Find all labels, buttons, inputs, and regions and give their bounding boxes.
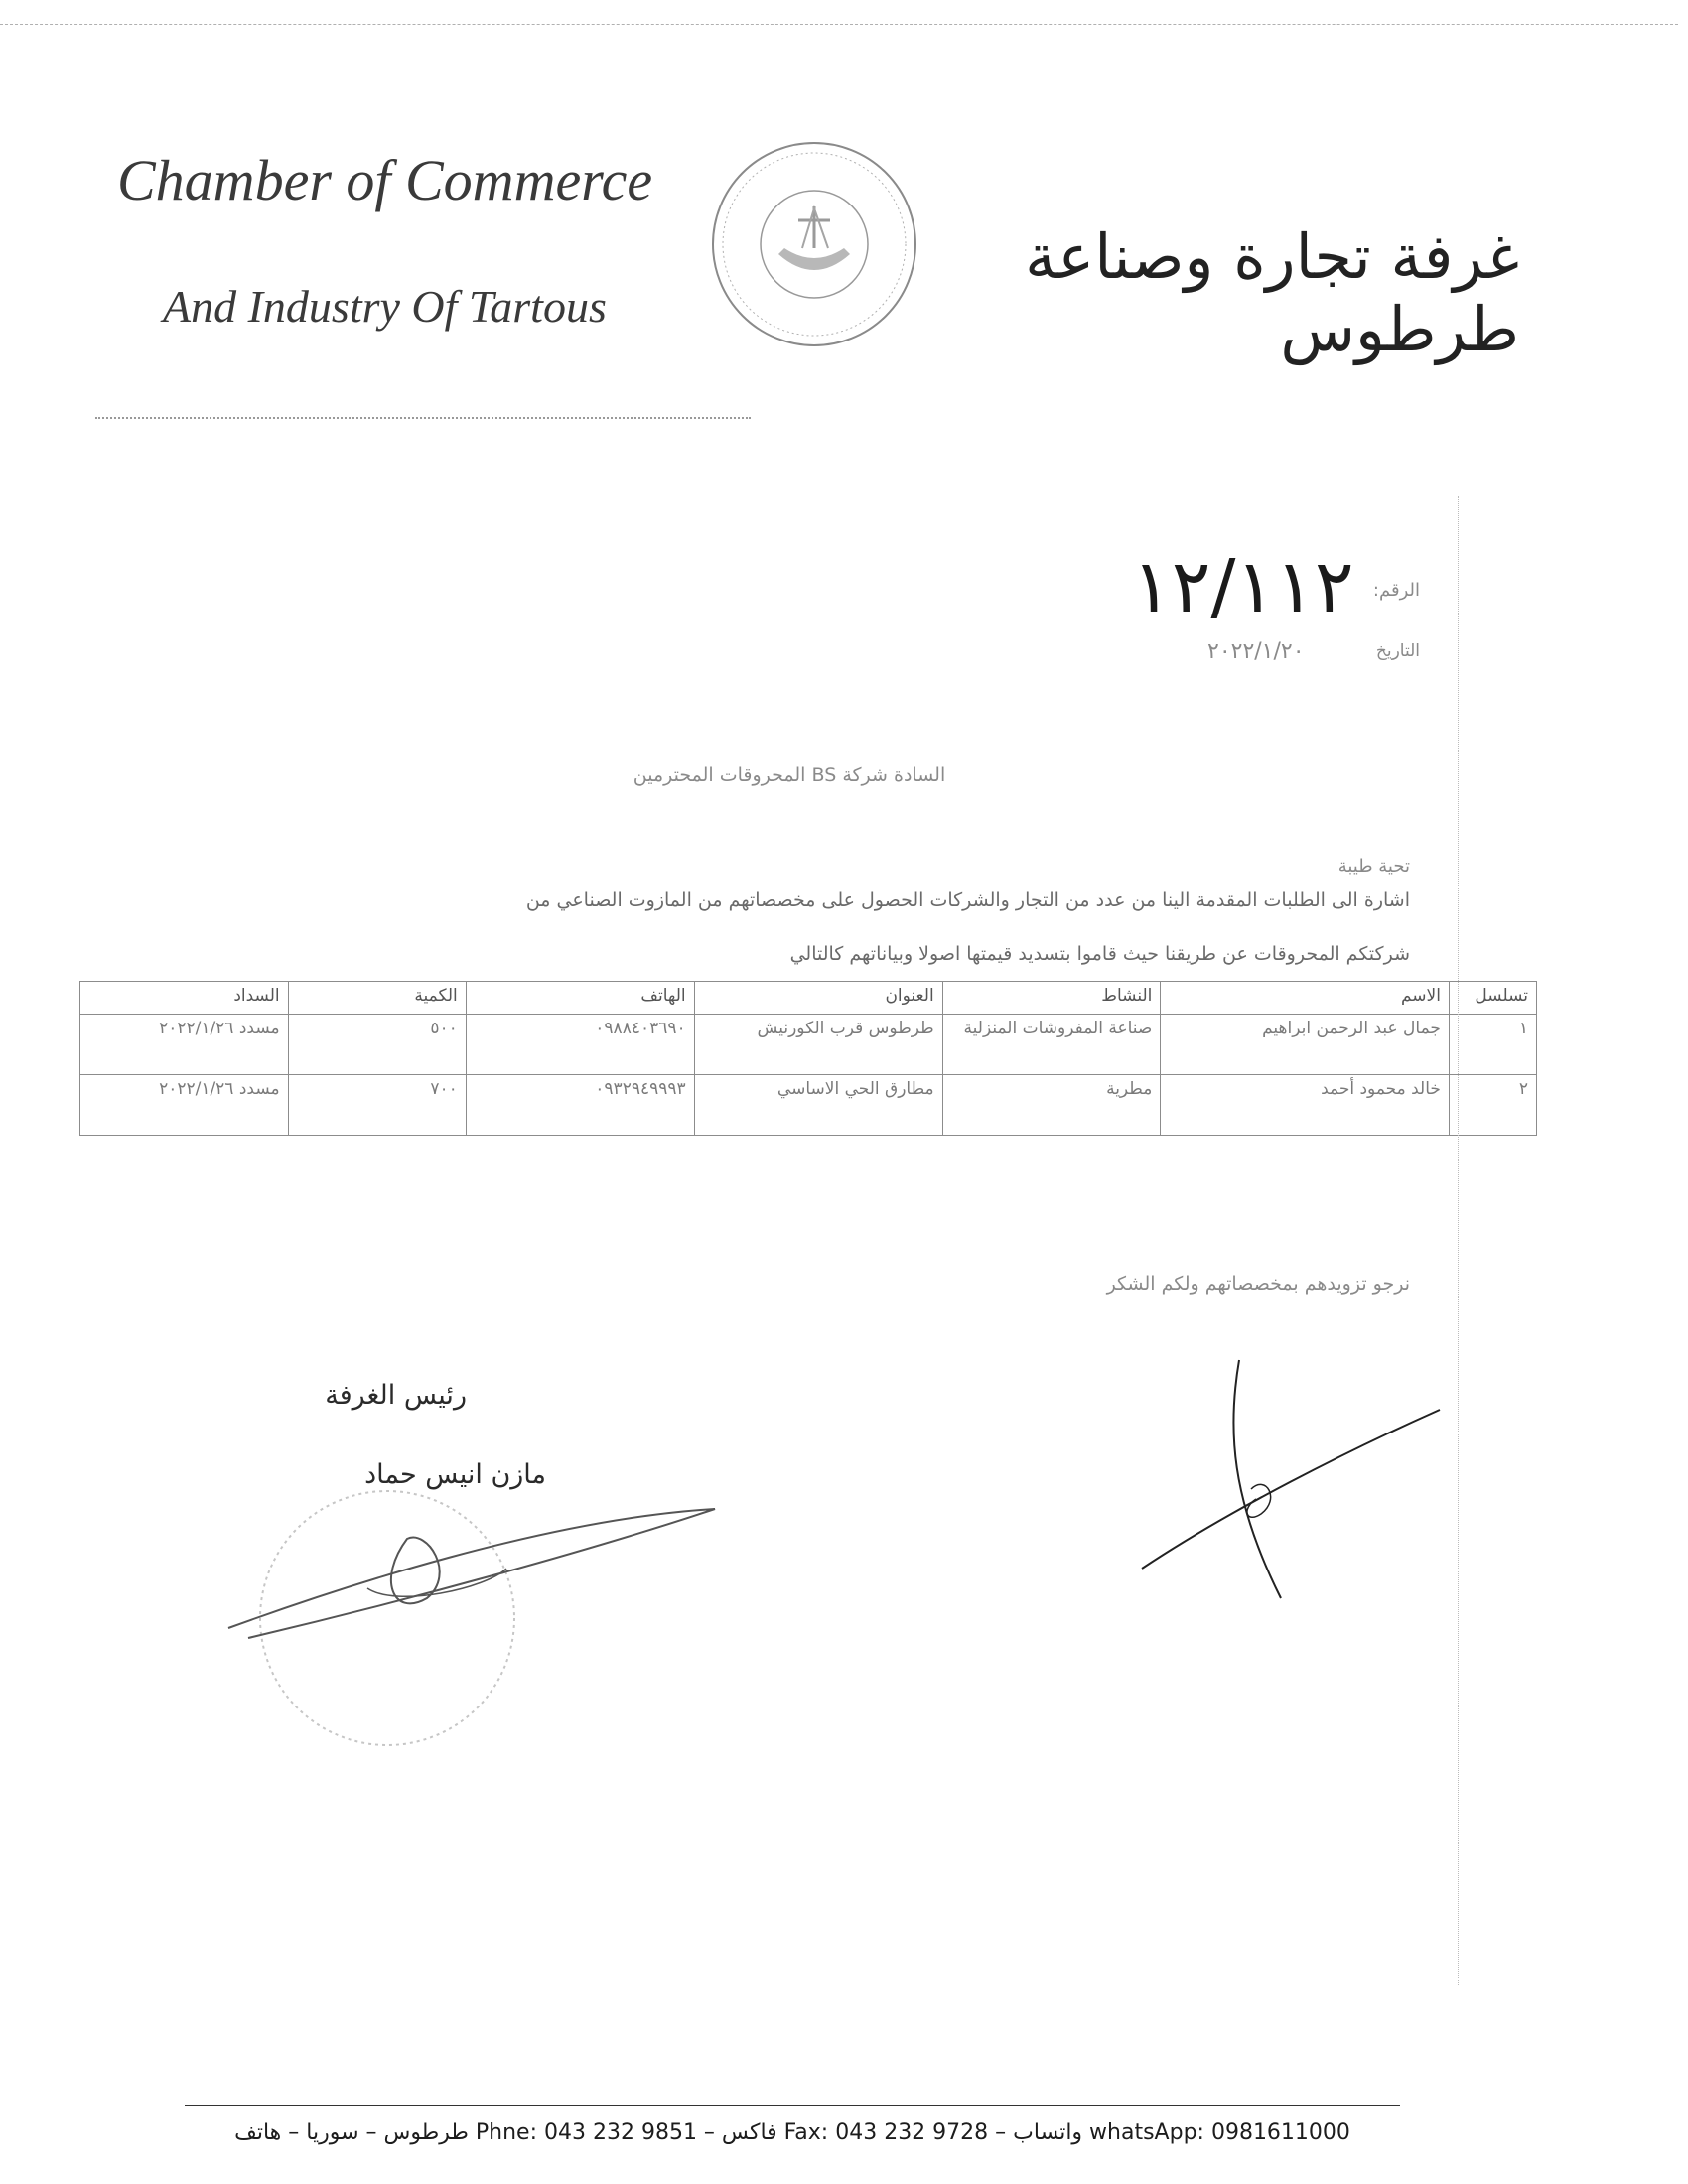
footer-contact: طرطوس – سوريا – هاتف Phne: 043 232 9851 – فاكس Fax: 043 232 9728 – واتساب whatsApp: 0981611000	[234, 2120, 1350, 2145]
footer-divider	[185, 2105, 1400, 2106]
cell-phone: ٠٩٨٨٤٠٣٦٩٠	[466, 1015, 694, 1075]
col-header-name: الاسم	[1161, 982, 1450, 1015]
cell-name: خالد محمود أحمد	[1161, 1075, 1450, 1136]
cell-activity: مطرية	[942, 1075, 1161, 1136]
col-header-quantity: الكمية	[288, 982, 466, 1015]
table-row	[80, 1075, 1537, 1136]
signatory-name: مازن انيس حماد	[364, 1459, 546, 1490]
col-header-address: العنوان	[694, 982, 942, 1015]
date-value: ٢٠٢٢/١/٢٠	[1207, 639, 1305, 664]
letterhead-english-line1: Chamber of Commerce	[117, 148, 653, 212]
scan-top-edge	[0, 24, 1678, 25]
scan-margin-artifact	[1458, 496, 1459, 1985]
table-header-row	[80, 982, 1537, 1015]
cell-phone: ٠٩٣٢٩٤٩٩٩٣	[466, 1075, 694, 1136]
col-header-activity: النشاط	[942, 982, 1161, 1015]
table-row	[80, 1015, 1537, 1075]
cell-activity: صناعة المفروشات المنزلية	[942, 1015, 1161, 1075]
letterhead-divider	[95, 417, 751, 419]
cell-address: مطارق الحي الاساسي	[694, 1075, 942, 1136]
cell-quantity: ٧٠٠	[288, 1075, 466, 1136]
ref-number: ١٢/١١٢	[1132, 544, 1354, 629]
cell-serial: ١	[1449, 1015, 1536, 1075]
body-line-1: اشارة الى الطلبات المقدمة الينا من عدد من التجار والشركات الحصول على مخصصاتهم من المازوت الصناعي من	[525, 889, 1410, 911]
president-signature-stamp	[218, 1479, 735, 1777]
col-header-phone: الهاتف	[466, 982, 694, 1015]
closing-line: نرجو تزويدهم بمخصصاتهم ولكم الشكر	[1106, 1273, 1410, 1295]
cell-name: جمال عبد الرحمن ابراهيم	[1161, 1015, 1450, 1075]
addressee: السادة شركة BS المحروقات المحترمين	[633, 764, 946, 786]
signatory-title: رئيس الغرفة	[325, 1380, 467, 1411]
greeting: تحية طيبة	[1337, 856, 1410, 877]
col-header-payment: السداد	[80, 982, 289, 1015]
date-label: التاريخ	[1375, 641, 1420, 661]
handwritten-signature	[1132, 1350, 1450, 1608]
cell-payment: مسدد ٢٠٢٢/١/٢٦	[80, 1015, 289, 1075]
ref-label: الرقم:	[1372, 580, 1420, 601]
cell-payment: مسدد ٢٠٢٢/١/٢٦	[80, 1075, 289, 1136]
letterhead-arabic-name: غرفة تجارة وصناعة طرطوس	[1025, 220, 1519, 365]
chamber-seal-logo	[707, 137, 921, 351]
cell-address: طرطوس قرب الكورنيش	[694, 1015, 942, 1075]
letterhead-english-line2: And Industry Of Tartous	[163, 281, 607, 332]
cell-quantity: ٥٠٠	[288, 1015, 466, 1075]
cell-serial: ٢	[1449, 1075, 1536, 1136]
col-header-serial: تسلسل	[1449, 982, 1536, 1015]
body-line-2: شركتكم المحروقات عن طريقنا حيث قاموا بتسديد قيمتها اصولا وبياناتهم كالتالي	[789, 943, 1410, 965]
allocation-table	[79, 981, 1537, 1136]
